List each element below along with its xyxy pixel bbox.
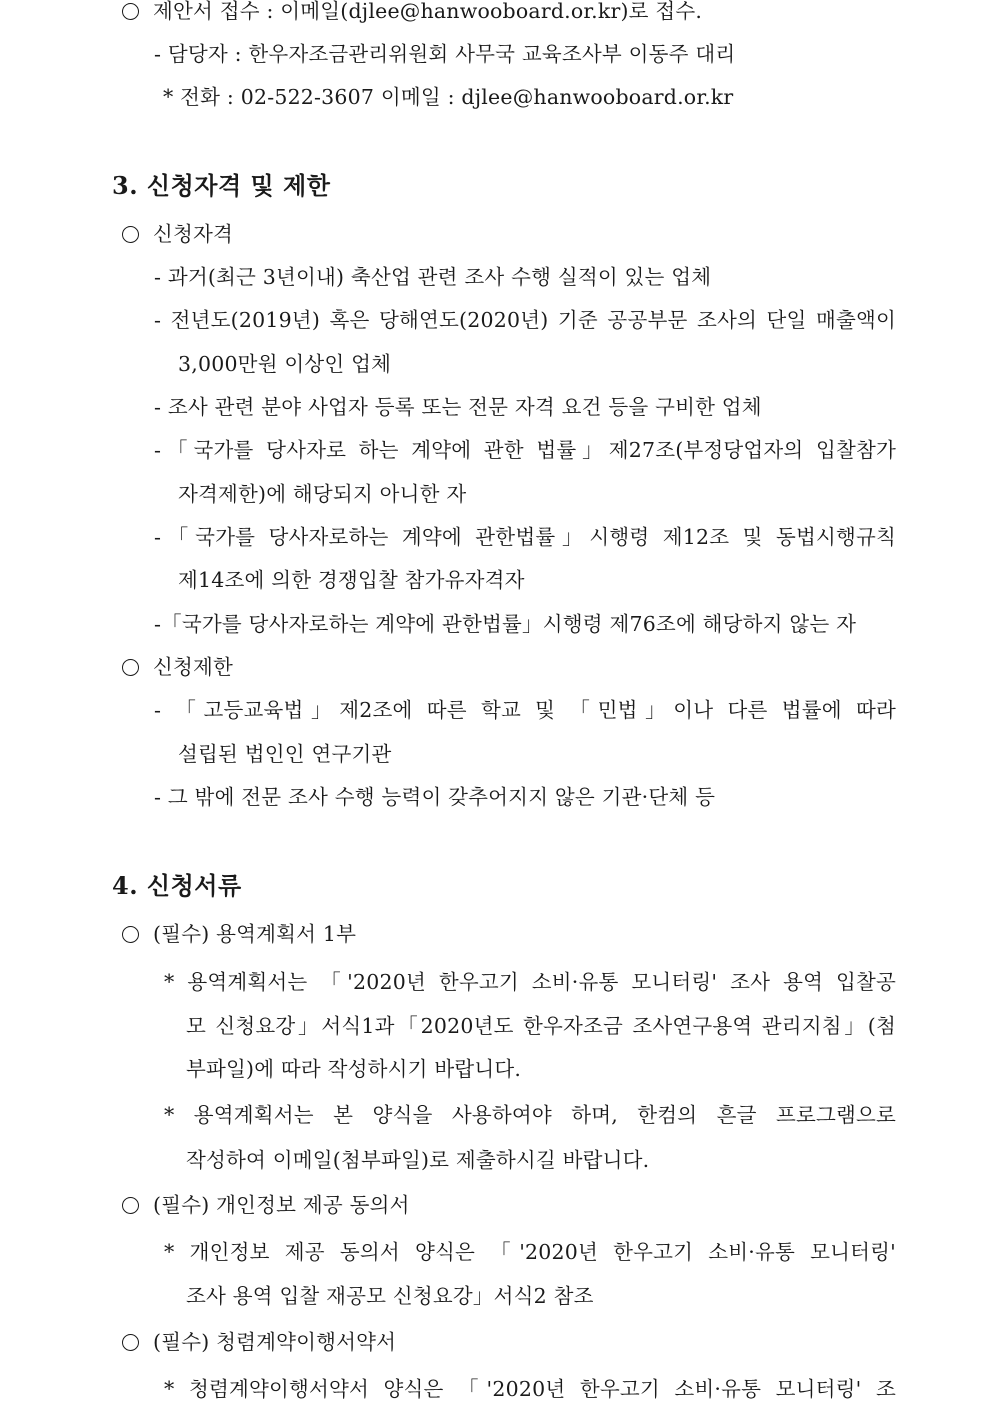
qualification-item-cont: 제14조에 의한 경쟁입찰 참가유자격자 — [178, 568, 525, 592]
doc3-title: (필수) 청렴계약이행서약서 — [153, 1330, 397, 1354]
restriction-item: - 그 밖에 전문 조사 수행 능력이 갖추어지지 않은 기관·단체 등 — [154, 785, 716, 809]
contact-line: * 전화 : 02-522-3607 이메일 : djlee@hanwooboard.or.kr — [163, 85, 734, 109]
restriction-item-cont: 설립된 법인인 연구기관 — [178, 742, 392, 766]
qualification-item: -「국가를 당사자로하는 계약에 관한법률」시행령 제12조 및 동법시행규칙 — [154, 525, 896, 549]
qualification-item: -「국가를 당사자로하는 계약에 관한법률」시행령 제76조에 해당하지 않는 자 — [154, 612, 857, 636]
circle-bullet-icon — [122, 659, 139, 676]
doc2-note: * 개인정보 제공 동의서 양식은 「'2020년 한우고기 소비·유통 모니터링' — [164, 1240, 896, 1264]
receipt-line — [122, 0, 702, 25]
qualification-item-cont: 자격제한)에 해당되지 아니한 자 — [178, 482, 467, 506]
doc2-title: (필수) 개인정보 제공 동의서 — [153, 1193, 410, 1217]
doc3-note: * 청렴계약이행서약서 양식은 「'2020년 한우고기 소비·유통 모니터링' 조 — [164, 1377, 896, 1401]
qualification-item: - 과거(최근 3년이내) 축산업 관련 조사 수행 실적이 있는 업체 — [154, 265, 712, 289]
circle-bullet-icon — [122, 3, 139, 20]
doc1-note: * 용역계획서는 본 양식을 사용하여야 하며, 한컴의 흔글 프로그램으로 — [164, 1103, 896, 1127]
doc3-title-line — [122, 1328, 396, 1356]
qualification-item: - 전년도(2019년) 혹은 당해연도(2020년) 기준 공공부문 조사의 단일 매출액이 — [154, 308, 896, 332]
doc1-note-cont: 모 신청요강」서식1과「2020년도 한우자조금 조사연구용역 관리지침」(첨 — [186, 1014, 896, 1038]
doc1-note-cont: 부파일)에 따라 작성하시기 바랍니다. — [186, 1057, 522, 1081]
doc1-note-cont: 작성하여 이메일(첨부파일)로 제출하시길 바랍니다. — [186, 1148, 650, 1172]
doc1-note: * 용역계획서는 「'2020년 한우고기 소비·유통 모니터링' 조사 용역 입찰공 — [164, 970, 896, 994]
doc2-title-line — [122, 1191, 410, 1219]
manager-line: - 담당자 : 한우자조금관리위원회 사무국 교육조사부 이동주 대리 — [154, 42, 736, 66]
doc2-note-cont: 조사 용역 입찰 재공모 신청요강」서식2 참조 — [186, 1284, 594, 1308]
circle-bullet-icon — [122, 1197, 139, 1214]
circle-bullet-icon — [122, 226, 139, 243]
section-3-heading: 3. 신청자격 및 제한 — [112, 171, 331, 200]
qualification-item: - 조사 관련 분야 사업자 등록 또는 전문 자격 요건 등을 구비한 업체 — [154, 395, 762, 419]
circle-bullet-icon — [122, 926, 139, 943]
qualification-title: 신청자격 — [153, 222, 234, 246]
receipt-text: 제안서 접수 : 이메일(djlee@hanwooboard.or.kr)로 접수. — [153, 0, 703, 23]
restriction-title: 신청제한 — [153, 655, 234, 679]
qualification-title-line — [122, 220, 233, 248]
doc1-title-line — [122, 920, 356, 948]
qualification-item-cont: 3,000만원 이상인 업체 — [178, 352, 392, 376]
restriction-title-line — [122, 653, 233, 681]
restriction-item: - 「고등교육법」제2조에 따른 학교 및 「민법」이나 다른 법률에 따라 — [154, 698, 896, 722]
section-4-heading: 4. 신청서류 — [112, 871, 242, 900]
circle-bullet-icon — [122, 1334, 139, 1351]
qualification-item: -「국가를 당사자로 하는 계약에 관한 법률」제27조(부정당업자의 입찰참가 — [154, 438, 896, 462]
doc1-title: (필수) 용역계획서 1부 — [153, 922, 357, 946]
